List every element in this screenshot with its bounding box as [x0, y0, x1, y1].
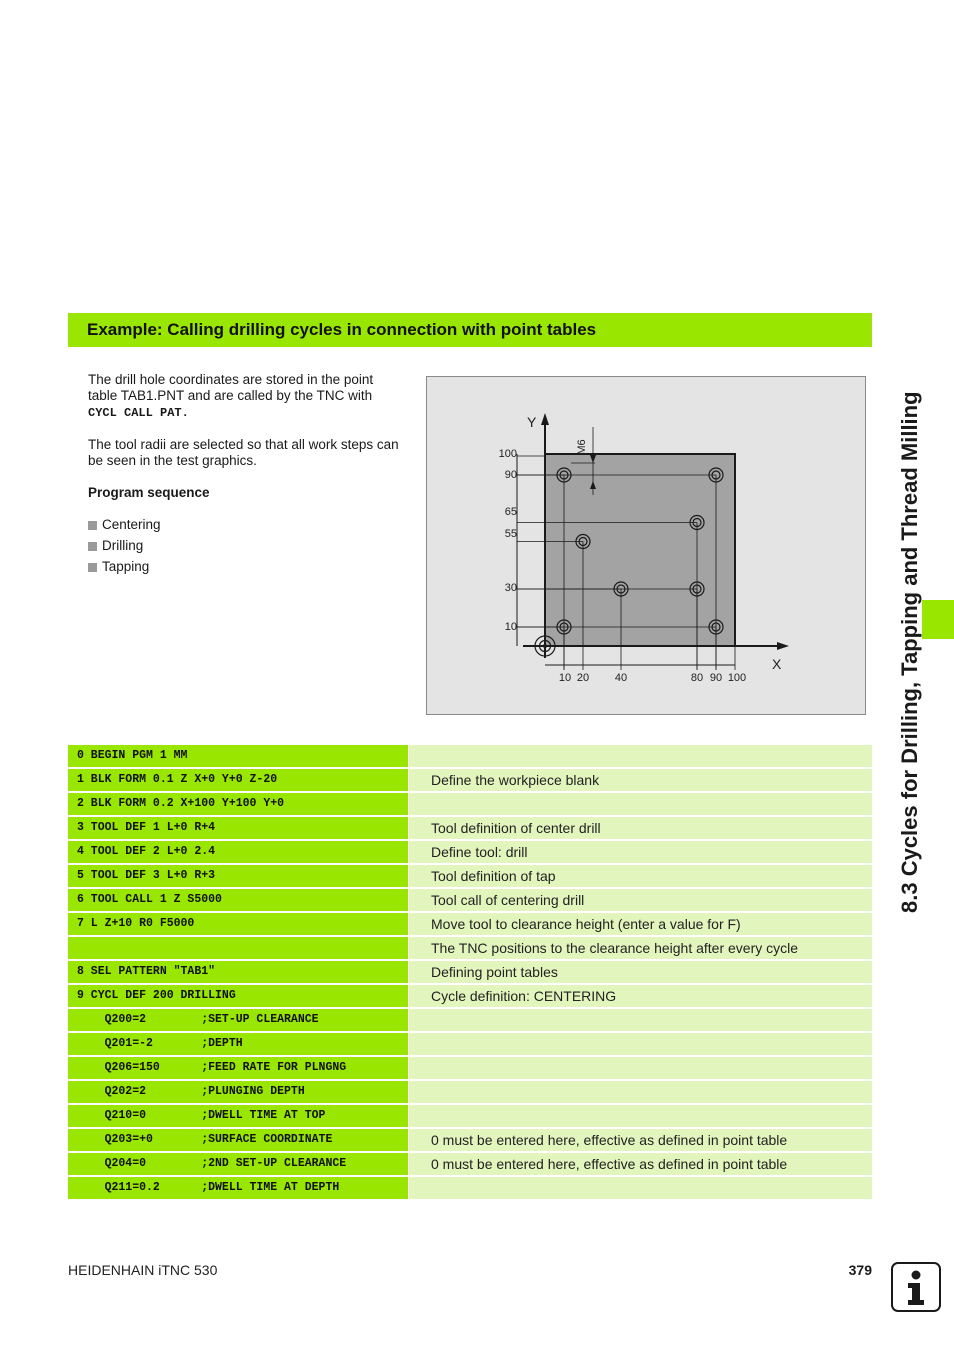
table-row: [68, 1129, 872, 1151]
description-cell: Move tool to clearance height (enter a value for F): [409, 913, 872, 935]
table-row: [68, 1081, 872, 1103]
y-tick-label: 100: [498, 448, 517, 460]
description-cell: The TNC positions to the clearance height after every cycle: [409, 937, 872, 959]
table-row: [68, 937, 872, 959]
chapter-tab-marker: [922, 600, 954, 639]
page-number: 379: [848, 1262, 872, 1278]
table-row: [68, 865, 872, 887]
square-bullet-icon: [88, 542, 97, 551]
x-tick-label: 40: [614, 672, 628, 684]
description-cell: [409, 1081, 872, 1103]
description-cell: [409, 1033, 872, 1055]
description-cell: Define tool: drill: [409, 841, 872, 863]
table-row: [68, 985, 872, 1007]
table-row: [68, 1177, 872, 1199]
x-tick-label: 90: [709, 672, 723, 684]
square-bullet-icon: [88, 563, 97, 572]
nc-code-cell: 9 CYCL DEF 200 DRILLING: [68, 985, 408, 1007]
description-cell: 0 must be entered here, effective as defined in point table: [409, 1153, 872, 1175]
drawing-figure: [426, 376, 866, 715]
description-cell: Cycle definition: CENTERING: [409, 985, 872, 1007]
nc-code-cell: Q206=150 ;FEED RATE FOR PLNGNG: [68, 1057, 408, 1079]
y-tick-label: 90: [504, 469, 517, 481]
description-cell: [409, 1057, 872, 1079]
intro-code: CYCL CALL PAT.: [88, 406, 189, 420]
description-cell: [409, 1009, 872, 1031]
sequence-list: [88, 517, 406, 575]
intro-paragraph-2: The tool radii are selected so that all work steps can be seen in the test graphics.: [88, 437, 399, 468]
intro-text: [88, 372, 406, 580]
list-item: Drilling: [88, 538, 406, 554]
description-cell: Tool definition of center drill: [409, 817, 872, 839]
list-item: Tapping: [88, 559, 406, 575]
table-row: [68, 817, 872, 839]
table-row: [68, 889, 872, 911]
x-tick-label: 100: [727, 672, 747, 684]
nc-code-cell: 8 SEL PATTERN "TAB1": [68, 961, 408, 983]
y-tick-label: 10: [504, 621, 517, 633]
program-listing: [68, 745, 872, 1201]
table-row: [68, 1033, 872, 1055]
nc-code-cell: 6 TOOL CALL 1 Z S5000: [68, 889, 408, 911]
table-row: [68, 1105, 872, 1127]
list-item: Centering: [88, 517, 406, 533]
info-icon: [891, 1262, 941, 1312]
nc-code-cell: Q200=2 ;SET-UP CLEARANCE: [68, 1009, 408, 1031]
description-cell: Defining point tables: [409, 961, 872, 983]
nc-code-cell: 4 TOOL DEF 2 L+0 2.4: [68, 841, 408, 863]
table-row: [68, 1009, 872, 1031]
nc-code-cell: Q211=0.2 ;DWELL TIME AT DEPTH: [68, 1177, 408, 1199]
nc-code-cell: 7 L Z+10 R0 F5000: [68, 913, 408, 935]
square-bullet-icon: [88, 521, 97, 530]
nc-code-cell: Q210=0 ;DWELL TIME AT TOP: [68, 1105, 408, 1127]
x-axis-letter: X: [772, 656, 782, 672]
thread-label: M6: [576, 439, 588, 455]
description-cell: Define the workpiece blank: [409, 769, 872, 791]
description-cell: Tool definition of tap: [409, 865, 872, 887]
workpiece-drawing: [427, 377, 867, 716]
table-row: [68, 745, 872, 767]
description-cell: [409, 1105, 872, 1127]
description-cell: Tool call of centering drill: [409, 889, 872, 911]
nc-code-cell: 5 TOOL DEF 3 L+0 R+3: [68, 865, 408, 887]
nc-code-cell: 0 BEGIN PGM 1 MM: [68, 745, 408, 767]
chapter-title: 8.3 Cycles for Drilling, Tapping and Thread Milling: [897, 391, 922, 913]
nc-code-cell: Q202=2 ;PLUNGING DEPTH: [68, 1081, 408, 1103]
table-row: [68, 841, 872, 863]
x-tick-label: 20: [576, 672, 590, 684]
table-row: [68, 1057, 872, 1079]
x-tick-label: 80: [690, 672, 704, 684]
table-row: [68, 1153, 872, 1175]
nc-code-cell: Q201=-2 ;DEPTH: [68, 1033, 408, 1055]
footer-product: HEIDENHAIN iTNC 530: [68, 1262, 218, 1278]
y-axis-arrow-icon: [541, 413, 549, 425]
x-tick-label: 10: [558, 672, 572, 684]
nc-code-cell: [68, 937, 408, 959]
description-cell: [409, 745, 872, 767]
description-cell: [409, 793, 872, 815]
y-tick-label: 65: [504, 506, 517, 518]
nc-code-cell: 2 BLK FORM 0.2 X+100 Y+100 Y+0: [68, 793, 408, 815]
table-row: [68, 793, 872, 815]
table-row: [68, 961, 872, 983]
nc-code-cell: 1 BLK FORM 0.1 Z X+0 Y+0 Z-20: [68, 769, 408, 791]
nc-code-cell: Q203=+0 ;SURFACE COORDINATE: [68, 1129, 408, 1151]
sequence-title: Program sequence: [88, 485, 210, 500]
description-cell: [409, 1177, 872, 1199]
section-title: Example: Calling drilling cycles in connection with point tables: [68, 313, 872, 347]
table-row: [68, 913, 872, 935]
y-axis-letter: Y: [527, 414, 537, 430]
nc-code-cell: Q204=0 ;2ND SET-UP CLEARANCE: [68, 1153, 408, 1175]
x-axis-arrow-icon: [777, 642, 789, 650]
workpiece-plate: [545, 454, 735, 646]
intro-paragraph-1: The drill hole coordinates are stored in the point table TAB1.PNT and are called by the TNC with CYCL CALL PAT.: [88, 372, 374, 420]
table-row: [68, 769, 872, 791]
nc-code-cell: 3 TOOL DEF 1 L+0 R+4: [68, 817, 408, 839]
description-cell: 0 must be entered here, effective as defined in point table: [409, 1129, 872, 1151]
y-tick-label: 30: [504, 582, 517, 594]
y-tick-label: 55: [504, 528, 517, 540]
